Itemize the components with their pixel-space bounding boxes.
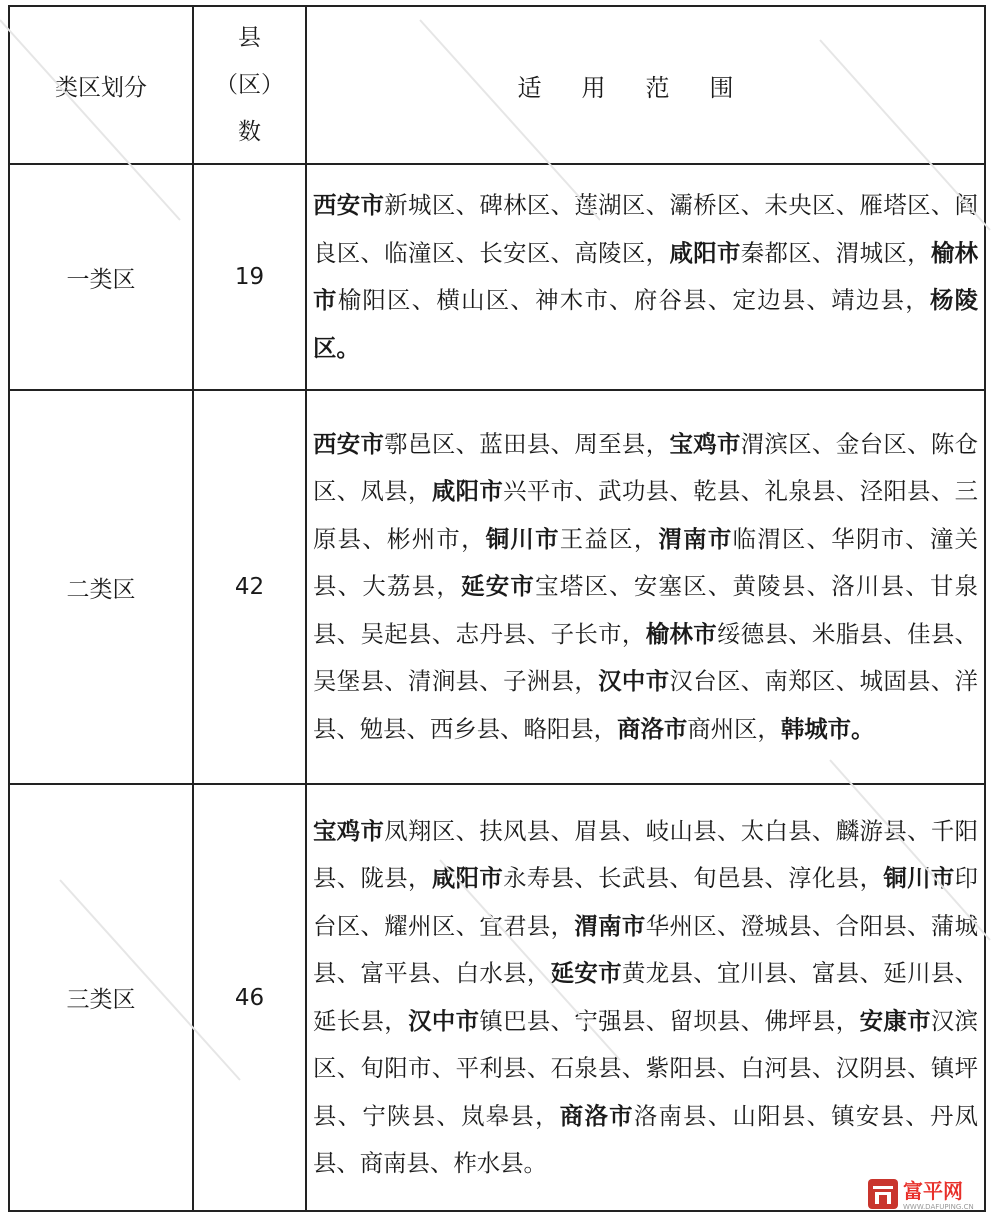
district-list: 临渭区、华阴市、潼关县、大荔县，: [313, 524, 979, 601]
district-list: 新城区、碑林区、莲湖区、灞桥区、未央区、雁塔区、阎良区、临潼区、长安区、高陵区，: [313, 191, 979, 267]
header-count-line3: 数: [238, 118, 261, 145]
district-list: 汉滨区、旬阳市、平利县、石泉县、紫阳县、白河县、汉阴县、镇坪县、宁陕县、岚皋县，: [313, 1006, 979, 1130]
row-count: 42: [193, 390, 306, 784]
city-name: 咸阳市: [669, 238, 741, 267]
header-count-line1: 县: [238, 24, 261, 51]
row-category: 二类区: [9, 390, 193, 784]
district-list: 黄龙县、宜川县、富县、延川县、延长县，: [313, 959, 979, 1035]
city-name: 咸阳市: [431, 864, 504, 892]
city-name: 西安市: [313, 429, 385, 458]
district-list: 印台区、耀州区、宜君县，: [313, 864, 979, 940]
city-name: 韩城市。: [780, 714, 875, 743]
row-category: 三类区: [9, 784, 193, 1211]
district-list: 王益区，: [559, 524, 659, 553]
row-scope: [306, 164, 985, 390]
header-category: 类区划分: [9, 6, 193, 164]
site-logo: [867, 1176, 985, 1212]
district-list: 榆阳区、横山区、神木市、府谷县、定边县、靖边县，: [337, 286, 930, 314]
city-name: 宝鸡市: [313, 816, 385, 845]
city-name: 安康市: [859, 1006, 931, 1035]
row-count: 46: [193, 784, 306, 1211]
logo-subtext: WWW.DAFUPING.CN: [903, 1203, 974, 1211]
logo-text: 富平网: [903, 1179, 963, 1203]
district-list: 凤翔区、扶风县、眉县、岐山县、太白县、麟游县、千阳县、陇县，: [313, 816, 979, 892]
table-row: [9, 784, 985, 1211]
district-list: 兴平市、武功县、乾县、礼泉县、泾阳县、三原县、彬州市，: [313, 477, 979, 553]
city-name: 延安市: [461, 572, 536, 601]
city-name: 延安市: [550, 959, 622, 987]
district-list: 汉台区、南郑区、城固县、洋县、勉县、西乡县、略阳县，: [313, 667, 979, 743]
district-list: 鄠邑区、蓝田县、周至县，: [384, 429, 670, 458]
district-list: 绥德县、米脂县、佳县、吴堡县、清涧县、子洲县，: [313, 619, 979, 696]
city-name: 铜川市: [883, 864, 955, 892]
district-list: 宝塔区、安塞区、黄陵县、洛川县、甘泉县、吴起县、志丹县、子长市，: [313, 572, 979, 648]
district-list: 永寿县、长武县、旬邑县、淳化县，: [503, 864, 884, 892]
district-list: 商州区，: [687, 714, 781, 743]
city-name: 咸阳市: [431, 477, 504, 506]
city-name: 商洛市: [559, 1101, 634, 1130]
district-list: 渭滨区、金台区、陈仓区、凤县，: [313, 429, 979, 506]
city-name: 汉中市: [408, 1006, 480, 1035]
city-name: 汉中市: [598, 667, 670, 696]
row-scope: [306, 784, 985, 1211]
district-list: 华州区、澄城县、合阳县、蒲城县、富平县、白水县，: [313, 911, 979, 987]
header-scope: 适用范围: [306, 6, 985, 164]
city-name: 榆林市: [313, 238, 979, 314]
row-category: 一类区: [9, 164, 193, 390]
table-row: [9, 164, 985, 390]
city-name: 杨陵区。: [313, 286, 979, 362]
city-name: 西安市: [313, 191, 385, 219]
district-list: 秦都区、渭城区，: [740, 238, 931, 267]
table-row: [9, 390, 985, 784]
classification-table: [8, 5, 986, 1212]
city-name: 宝鸡市: [669, 429, 741, 458]
district-list: 洛南县、山阳县、镇安县、丹凤县、商南县、柞水县。: [313, 1101, 979, 1177]
city-name: 榆林市: [645, 619, 717, 648]
table-header-row: [9, 6, 985, 164]
district-list: 镇巴县、宁强县、留坝县、佛坪县，: [479, 1006, 860, 1035]
header-count: [193, 6, 306, 164]
header-count-line2: （区）: [215, 71, 284, 98]
city-name: 渭南市: [658, 524, 733, 553]
city-name: 商洛市: [617, 714, 688, 743]
row-scope: [306, 390, 985, 784]
city-name: 渭南市: [574, 911, 646, 940]
city-name: 铜川市: [485, 524, 560, 553]
row-count: 19: [193, 164, 306, 390]
